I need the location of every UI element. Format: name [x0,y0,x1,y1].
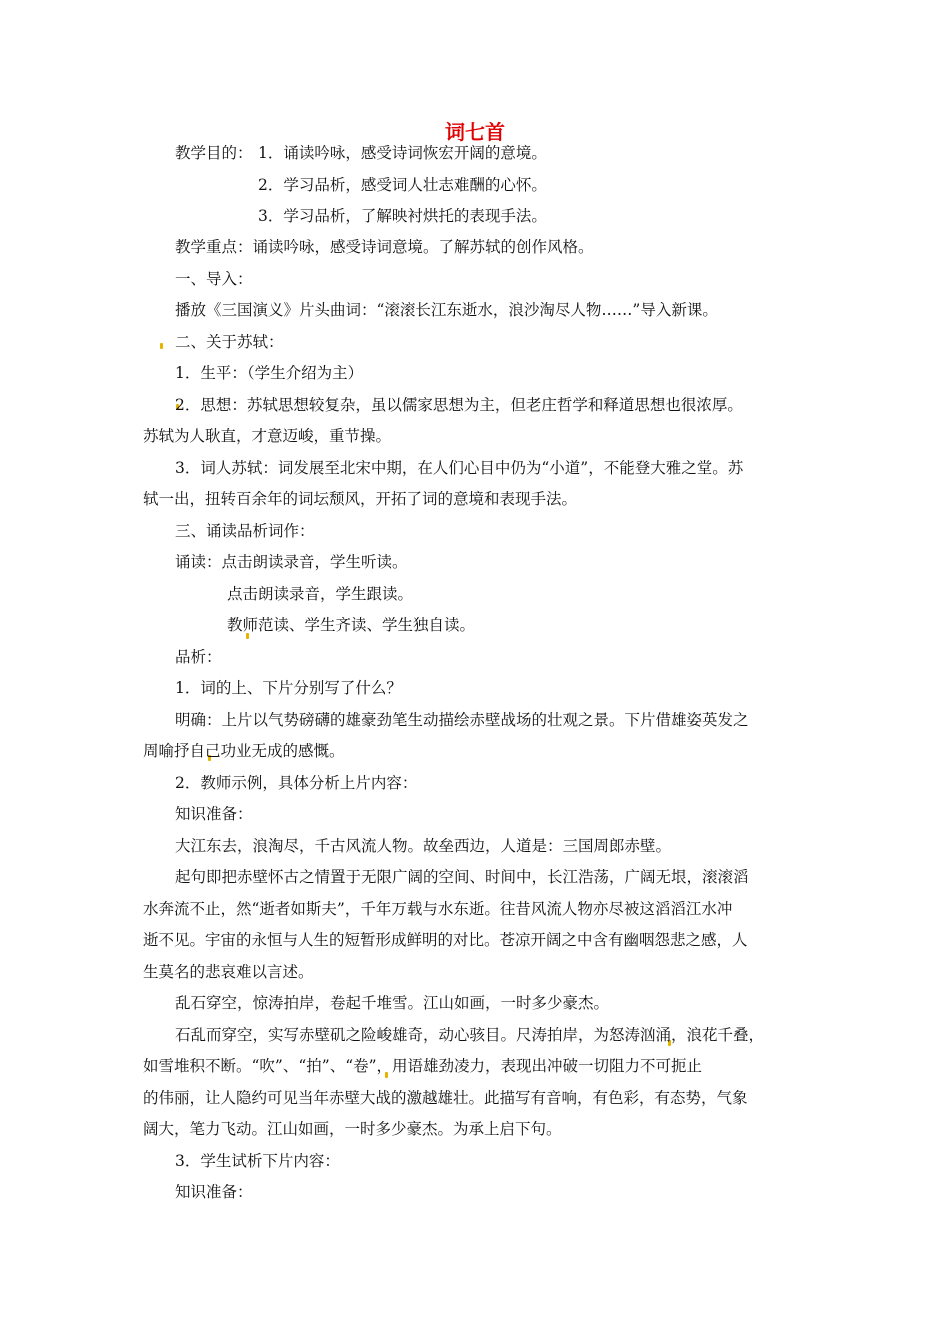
para-2-line-1: 石乱而穿空，实写赤壁矶之险峻雄奇，动心骇目。尺涛拍岸，为怒涛汹涌，浪花千叠， [175,1026,765,1044]
knowledge-prep-2: 知识准备： [175,1183,253,1201]
objective-item-2: 2．学习品析，感受词人壮志难酬的心怀。 [258,176,547,194]
recite-line-1: 诵读：点击朗读录音，学生听读。 [175,553,408,571]
poet-line-1: 3．词人苏轼：词发展至北宋中期，在人们心目中仍为“小道”，不能登大雅之堂。苏 [175,459,744,477]
answer-1-line-1: 明确：上片以气势磅礴的雄豪劲笔生动描绘赤壁战场的壮观之景。下片借雄姿英发之 [175,711,749,729]
recite-line-2: 点击朗读录音，学生跟读。 [227,585,414,603]
para-2-line-3: 的伟丽，让人隐约可见当年赤壁大战的激越雄壮。此描写有音响，有色彩，有态势，气象 [143,1089,748,1107]
para-1-line-1: 起句即把赤壁怀古之情置于无限广阔的空间、时间中，长江浩荡，广阔无垠，滚滚滔 [175,868,749,886]
thought-line-1: 2．思想：苏轼思想较复杂，虽以儒家思想为主，但老庄哲学和释道思想也很浓厚。 [175,396,743,414]
section-2-heading: 二、关于苏轼： [175,333,284,351]
poet-line-2: 轼一出，扭转百余年的词坛颓风，开拓了词的意境和表现手法。 [143,490,578,508]
life-item: 1．生平：（学生介绍为主） [175,364,364,382]
recite-line-3: 教师范读、学生齐读、学生独自读。 [227,616,476,634]
para-1-line-4: 生莫名的悲哀难以言述。 [143,963,314,981]
knowledge-prep-1: 知识准备： [175,805,253,823]
document-title: 词七首 [445,120,505,144]
para-1-line-3: 逝不见。宇宙的永恒与人生的短暂形成鲜明的对比。苍凉开阔之中含有幽咽怨悲之感，人 [143,931,748,949]
section-3-heading: 三、诵读品析词作： [175,522,315,540]
question-3: 3．学生试析下片内容： [175,1152,340,1170]
poem-quote-2: 乱石穿空，惊涛拍岸，卷起千堆雪。江山如画，一时多少豪杰。 [175,994,610,1012]
analysis-label: 品析： [175,648,222,666]
section-1-text: 播放《三国演义》片头曲词：“滚滚长江东逝水，浪沙淘尽人物……”导入新课。 [175,301,718,319]
section-1-heading: 一、导入： [175,270,253,288]
question-1: 1．词的上、下片分别写了什么？ [175,679,402,697]
yellow-mark [160,343,163,349]
para-1-line-2: 水奔流不止，然“逝者如斯夫”，千年万载与水东逝。往昔风流人物亦尽被这滔滔江水冲 [143,900,733,918]
thought-line-2: 苏轼为人耿直，才意迈峻，重节操。 [143,427,392,445]
para-2-line-4: 阔大，笔力飞动。江山如画，一时多少豪杰。为承上启下句。 [143,1120,562,1138]
objectives-label: 教学目的： [175,144,253,162]
objective-item-3: 3．学习品析，了解映衬烘托的表现手法。 [258,207,547,225]
poem-quote-1: 大江东去，浪淘尽，千古风流人物。故垒西边，人道是：三国周郎赤壁。 [175,837,672,855]
teaching-focus: 教学重点：诵读吟咏，感受诗词意境。了解苏轼的创作风格。 [175,238,594,256]
answer-1-line-2: 周喻抒自己功业无成的感慨。 [143,742,345,760]
objective-item-1: 1．诵读吟咏，感受诗词恢宏开阔的意境。 [258,144,547,162]
para-2-line-2: 如雪堆积不断。“吹”、“拍”、“卷”，用语雄劲凌力，表现出冲破一切阻力不可扼止 [143,1057,703,1075]
question-2: 2．教师示例，具体分析上片内容： [175,774,418,792]
